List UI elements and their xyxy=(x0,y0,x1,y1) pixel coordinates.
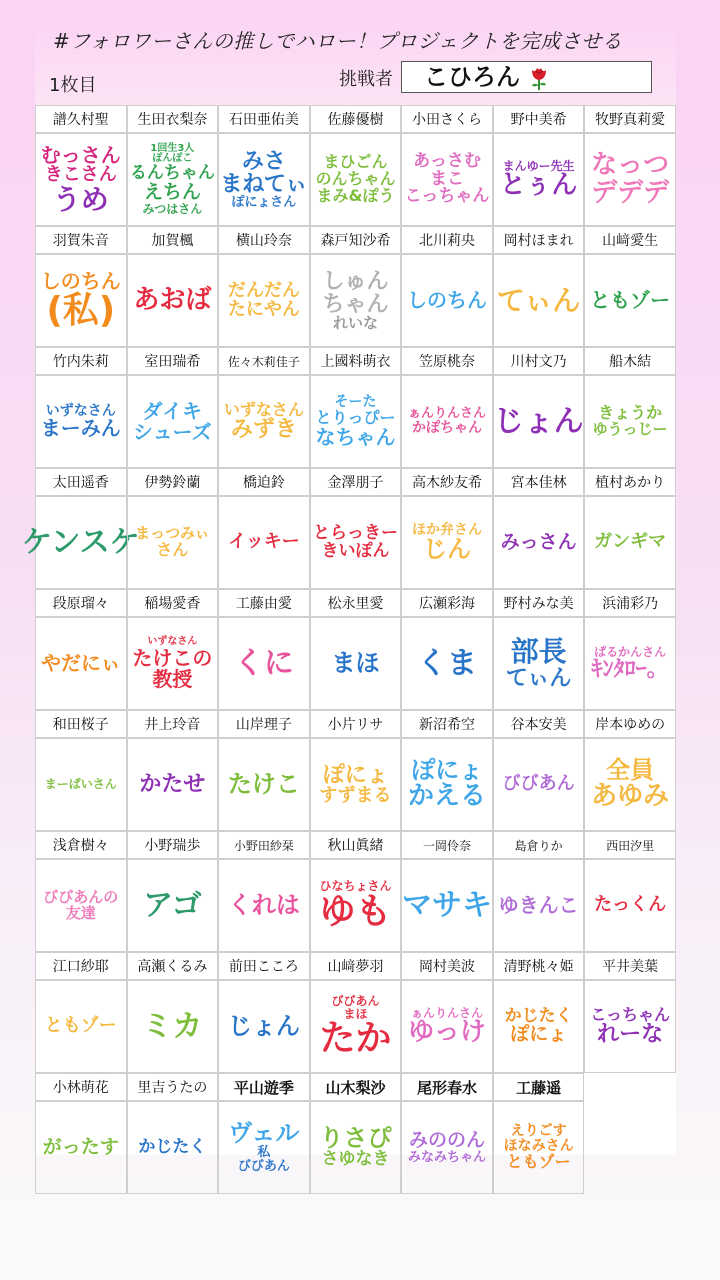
member-name-cell: 室田瑞希 xyxy=(127,347,219,375)
nickname-cell xyxy=(401,375,493,468)
nickname-text: ひなちょさん xyxy=(319,879,392,894)
challenge-sheet xyxy=(21,15,676,1175)
nickname-text: かぽちゃん xyxy=(412,419,483,436)
member-name-cell: 佐藤優樹 xyxy=(310,105,402,133)
nickname-text: アゴ xyxy=(143,887,202,923)
member-name-cell: 生田衣梨奈 xyxy=(127,105,219,133)
nickname-cell xyxy=(401,254,493,347)
nickname-text: まみ&ぽう xyxy=(316,185,395,205)
nickname-text: まーぱいさん xyxy=(44,777,117,792)
nickname-cell xyxy=(584,254,676,347)
nickname-text: ほなみさん xyxy=(503,1138,574,1155)
nickname-text: とりっぴー xyxy=(315,407,396,427)
nickname-cell xyxy=(310,617,402,710)
member-name-cell: 譜久村聖 xyxy=(35,105,127,133)
member-name-cell: 野村みな美 xyxy=(493,589,585,617)
member-name-cell: 清野桃々姫 xyxy=(493,952,585,980)
nickname-text: こっちゃん xyxy=(590,1004,670,1024)
nickname-text: なちゃん xyxy=(315,424,396,449)
nickname-text: ゆっけ xyxy=(408,1017,486,1048)
member-name-cell: 江口紗耶 xyxy=(35,952,127,980)
nickname-text: マサキ xyxy=(402,887,493,923)
nickname-text: ぽにょ xyxy=(322,762,389,788)
member-name-cell: 段原瑠々 xyxy=(35,589,127,617)
nickname-cell xyxy=(127,254,219,347)
member-name-cell: 秋山眞緒 xyxy=(310,831,402,859)
member-name-cell: 小林萌花 xyxy=(35,1073,127,1101)
member-name-cell: 北川莉央 xyxy=(401,226,493,254)
nickname-text: じょん xyxy=(493,403,584,439)
nickname-text: シューズ xyxy=(133,419,212,444)
member-name-cell: 稲場愛香 xyxy=(127,589,219,617)
nickname-cell xyxy=(127,133,219,226)
member-name-cell: 岡村美波 xyxy=(401,952,493,980)
rose-icon xyxy=(528,65,550,91)
nickname-text: ぽんぽこ xyxy=(152,153,193,165)
nickname-text: 教授 xyxy=(152,666,193,691)
nickname-text: まほ xyxy=(343,1006,368,1021)
nickname-text: すずまる xyxy=(319,784,392,806)
nickname-text: あおば xyxy=(133,284,212,315)
nickname-cell xyxy=(310,980,402,1073)
nickname-text: えちん xyxy=(143,180,201,203)
member-name-cell: 橋迫鈴 xyxy=(218,468,310,496)
nickname-text: がったす xyxy=(42,1135,119,1158)
nickname-text: きこさん xyxy=(44,163,117,185)
nickname-cell xyxy=(584,133,676,226)
nickname-text: たか xyxy=(319,1018,392,1060)
member-name-cell: 小片リサ xyxy=(310,710,402,738)
nickname-text: しゅん xyxy=(322,268,389,294)
nickname-cell xyxy=(493,1101,585,1194)
nickname-cell xyxy=(127,738,219,831)
member-name-cell: 山﨑夢羽 xyxy=(310,952,402,980)
nickname-cell xyxy=(493,980,585,1073)
nickname-text: いずなさん xyxy=(45,402,116,419)
member-name-cell: 竹内朱莉 xyxy=(35,347,127,375)
member-name-cell: 笠原桃奈 xyxy=(401,347,493,375)
nickname-text: ゆきんこ xyxy=(498,893,579,917)
nickname-text: 1回生3人 xyxy=(150,142,195,154)
nickname-text: なっつ xyxy=(591,150,670,181)
nickname-text: ぁんりんさん xyxy=(408,406,487,422)
nickname-text: まっつみぃ xyxy=(135,524,210,543)
member-name-cell: 川村文乃 xyxy=(493,347,585,375)
nickname-text: ガンギマ xyxy=(594,531,667,553)
nickname-cell xyxy=(21,496,140,589)
member-name-cell: 小田さくら xyxy=(401,105,493,133)
nickname-cell xyxy=(310,133,402,226)
member-name-cell: 佐々木莉佳子 xyxy=(218,347,310,375)
member-name-cell: 浜浦彩乃 xyxy=(584,589,676,617)
nickname-text: れいな xyxy=(332,313,378,332)
nickname-text: さゆなき xyxy=(321,1149,390,1170)
member-name-cell: 小野瑞歩 xyxy=(127,831,219,859)
member-name-cell: 工藤遥 xyxy=(493,1073,585,1101)
nickname-cell xyxy=(218,375,310,468)
member-name-cell: 石田亜佑美 xyxy=(218,105,310,133)
nickname-cell xyxy=(493,254,585,347)
nickname-cell xyxy=(218,1101,310,1194)
nickname-text: くま xyxy=(417,645,478,681)
nickname-cell xyxy=(218,738,310,831)
nickname-cell xyxy=(310,375,402,468)
nickname-text: 部長 xyxy=(510,635,567,669)
nickname-text: あっさむ xyxy=(413,150,481,171)
nickname-text: かじたく xyxy=(504,1005,573,1026)
nickname-text: ほか弁さん xyxy=(412,521,483,538)
nickname-text: ミカ xyxy=(142,1008,203,1044)
challenger-name: こひろん xyxy=(424,63,520,91)
nickname-cell xyxy=(218,859,310,952)
nickname-text: るんちゃん xyxy=(129,162,215,183)
nickname-cell xyxy=(401,980,493,1073)
nickname-text: かたせ xyxy=(139,771,206,797)
nickname-cell xyxy=(310,1101,402,1194)
member-name-cell: 羽賀朱音 xyxy=(35,226,127,254)
nickname-text: やだにぃ xyxy=(40,651,121,675)
nickname-cell xyxy=(127,980,219,1073)
nickname-cell xyxy=(401,738,493,831)
nickname-cell xyxy=(401,617,493,710)
nickname-cell xyxy=(401,133,493,226)
challenger-label: 挑戦者 xyxy=(339,69,393,90)
nickname-text: みつはさん xyxy=(142,201,203,216)
nickname-text: だんだん xyxy=(227,279,300,301)
nickname-cell xyxy=(310,859,402,952)
nickname-text: てぃん xyxy=(505,665,572,691)
nickname-text: ヴェル xyxy=(228,1119,300,1148)
member-name-cell: 牧野真莉愛 xyxy=(584,105,676,133)
member-name-cell: 平井美葉 xyxy=(584,952,676,980)
nickname-text: まんゆー先生 xyxy=(502,158,575,173)
nickname-cell xyxy=(35,133,127,226)
nickname-cell xyxy=(310,496,402,589)
nickname-cell xyxy=(493,496,585,589)
nickname-text: きいぽん xyxy=(321,540,390,561)
member-name-cell: 山岸理子 xyxy=(218,710,310,738)
nickname-cell xyxy=(35,980,127,1073)
nickname-cell xyxy=(584,617,676,710)
nickname-text: 友達 xyxy=(65,903,96,922)
nickname-text: くに xyxy=(233,645,294,681)
member-name-cell: 船木結 xyxy=(584,347,676,375)
member-name-cell: 岡村ほまれ xyxy=(493,226,585,254)
member-name-cell: 島倉りか xyxy=(493,831,585,859)
nickname-text: 私 xyxy=(257,1145,271,1161)
nickname-text: たっくん xyxy=(594,894,667,916)
nickname-text: いずなさん xyxy=(147,636,198,648)
nickname-text: そーた xyxy=(334,394,377,411)
sheet-header xyxy=(35,15,676,105)
member-name-cell: 新沼希空 xyxy=(401,710,493,738)
nickname-cell xyxy=(584,738,676,831)
member-name-cell: 和田桜子 xyxy=(35,710,127,738)
nickname-cell xyxy=(401,859,493,952)
nickname-text: 全員 xyxy=(606,756,655,785)
nickname-text: みさ xyxy=(241,148,286,174)
nickname-text: かえる xyxy=(408,781,487,812)
sheet-number: 1枚目 xyxy=(49,75,97,96)
nickname-cell xyxy=(35,254,127,347)
nickname-text: たけこの xyxy=(132,645,213,670)
member-name-cell: 岸本ゆめの xyxy=(584,710,676,738)
nickname-text: びびあん xyxy=(237,1159,290,1175)
nickname-text: たにやん xyxy=(227,298,300,320)
nickname-cell xyxy=(401,496,493,589)
nickname-text: ぽにょ xyxy=(510,1023,567,1046)
nickname-text: まねてぃ xyxy=(220,171,308,197)
nickname-text: かじたく xyxy=(138,1136,207,1157)
nickname-cell xyxy=(127,375,219,468)
nickname-cell xyxy=(218,617,310,710)
nickname-cell xyxy=(584,375,676,468)
member-name-cell: 工藤由愛 xyxy=(218,589,310,617)
nickname-text: くれは xyxy=(227,890,300,919)
nickname-text: みずき xyxy=(230,417,297,443)
nickname-cell xyxy=(584,496,676,589)
nickname-text: ぽにょさん xyxy=(231,194,297,210)
nickname-text: ダイキ xyxy=(142,398,203,423)
member-name-cell: 浅倉樹々 xyxy=(35,831,127,859)
nickname-text: さん xyxy=(156,539,189,559)
nickname-text: ともゾー xyxy=(590,288,671,312)
member-name-cell: 広瀬彩海 xyxy=(401,589,493,617)
member-name-cell: 小野田紗栞 xyxy=(218,831,310,859)
nickname-text: じょん xyxy=(227,1011,300,1040)
member-name-cell xyxy=(584,1073,676,1101)
nickname-text: まひごん xyxy=(323,152,388,172)
member-name-cell: 高瀬くるみ xyxy=(127,952,219,980)
nickname-cell xyxy=(35,375,127,468)
nickname-cell xyxy=(584,1101,676,1194)
nickname-text: うめ xyxy=(52,182,109,216)
nickname-cell xyxy=(35,859,127,952)
nickname-text: とぅん xyxy=(499,170,578,201)
nickname-text: ぽにょ xyxy=(411,756,483,785)
member-name-cell: 尾形春水 xyxy=(401,1073,493,1101)
member-name-cell: 平山遊季 xyxy=(218,1073,310,1101)
nickname-text: しのちん xyxy=(407,288,488,312)
member-name-cell: 里吉うたの xyxy=(127,1073,219,1101)
nickname-cell xyxy=(127,496,219,589)
nickname-cell xyxy=(218,133,310,226)
nickname-cell xyxy=(584,859,676,952)
nickname-text: たけこ xyxy=(227,769,300,798)
nickname-text: ともゾー xyxy=(506,1151,571,1171)
nickname-cell xyxy=(35,617,127,710)
nickname-cell xyxy=(127,617,219,710)
member-name-cell: 上國料萌衣 xyxy=(310,347,402,375)
nickname-cell xyxy=(493,133,585,226)
nickname-text: ぱるかんさん xyxy=(594,644,667,659)
nickname-text: りさぴ xyxy=(319,1123,392,1152)
nickname-text: しのちん xyxy=(40,269,121,294)
nickname-text: ちゃん xyxy=(322,291,389,317)
member-name-cell: 松永里愛 xyxy=(310,589,402,617)
page-title: #フォロワーさんの推しでハロー！プロジェクトを完成させる xyxy=(53,29,623,53)
member-name-cell: 一岡伶奈 xyxy=(401,831,493,859)
member-name-cell: 西田汐里 xyxy=(584,831,676,859)
nickname-cell xyxy=(218,980,310,1073)
member-name-cell: 前田こころ xyxy=(218,952,310,980)
nickname-cell xyxy=(218,496,310,589)
nickname-cell xyxy=(493,738,585,831)
nickname-text: みっさん xyxy=(500,530,577,553)
nickname-text: ともゾー xyxy=(44,1015,117,1037)
challenger-field xyxy=(401,61,652,93)
nickname-cell xyxy=(35,738,127,831)
nickname-text: びびあん xyxy=(331,994,380,1008)
member-name-cell: 金澤朋子 xyxy=(310,468,402,496)
nickname-cell xyxy=(493,617,585,710)
nickname-text: (私) xyxy=(46,290,116,332)
nickname-cell xyxy=(310,254,402,347)
member-name-cell: 宮本佳林 xyxy=(493,468,585,496)
nickname-text: れーな xyxy=(597,1022,664,1048)
nickname-cell xyxy=(493,375,585,468)
member-name-cell: 野中美希 xyxy=(493,105,585,133)
nickname-cell xyxy=(35,1101,127,1194)
member-name-cell: 植村あかり xyxy=(584,468,676,496)
member-name-cell: 高木紗友希 xyxy=(401,468,493,496)
nickname-text: デデデ xyxy=(591,177,670,208)
nickname-text: イッキー xyxy=(228,531,300,553)
nickname-cell xyxy=(218,254,310,347)
nickname-text: じん xyxy=(423,535,472,564)
nickname-text: ｷﾝﾀﾛｰ。 xyxy=(591,657,669,683)
nickname-text: とらっきー xyxy=(312,522,398,543)
nickname-text: まこ xyxy=(430,168,465,189)
nickname-cell xyxy=(127,859,219,952)
nickname-text: いずなさん xyxy=(223,399,304,419)
member-name-cell: 伊勢鈴蘭 xyxy=(127,468,219,496)
nickname-text: ケンスケ xyxy=(21,524,140,560)
nickname-text: こっちゃん xyxy=(404,186,490,207)
nickname-text: えりごす xyxy=(510,1123,567,1140)
nickname-text: びびあん xyxy=(502,773,575,795)
nickname-text: まーみん xyxy=(40,416,121,441)
member-name-cell: 山木梨沙 xyxy=(310,1073,402,1101)
member-name-cell: 横山玲奈 xyxy=(218,226,310,254)
member-name-cell: 井上玲音 xyxy=(127,710,219,738)
nickname-text: きょうか xyxy=(598,403,663,423)
member-name-cell: 太田遥香 xyxy=(35,468,127,496)
nickname-cell xyxy=(127,1101,219,1194)
nickname-cell xyxy=(401,1101,493,1194)
nickname-text: まほ xyxy=(331,648,380,677)
member-name-cell: 森戸知沙希 xyxy=(310,226,402,254)
member-name-cell: 加賀楓 xyxy=(127,226,219,254)
nickname-text: みののん xyxy=(409,1128,486,1151)
nickname-text: ぁんりんさん xyxy=(411,1005,484,1020)
nickname-cell xyxy=(493,859,585,952)
nickname-text: びびあんの xyxy=(43,887,119,906)
nickname-cell xyxy=(310,738,402,831)
nickname-cell xyxy=(584,980,676,1073)
nickname-text: のんちゃん xyxy=(315,169,396,189)
nickname-text: てぃん xyxy=(496,283,581,317)
nickname-text: むっさん xyxy=(40,142,121,167)
nickname-text: あゆみ xyxy=(591,781,670,812)
member-name-cell: 山﨑愛生 xyxy=(584,226,676,254)
nickname-text: みなみちゃん xyxy=(408,1149,487,1165)
member-name-cell: 谷本安美 xyxy=(493,710,585,738)
nickname-text: ゆうっじー xyxy=(592,420,668,439)
nickname-text: ゆも xyxy=(319,890,392,932)
oshi-grid xyxy=(21,105,676,1194)
